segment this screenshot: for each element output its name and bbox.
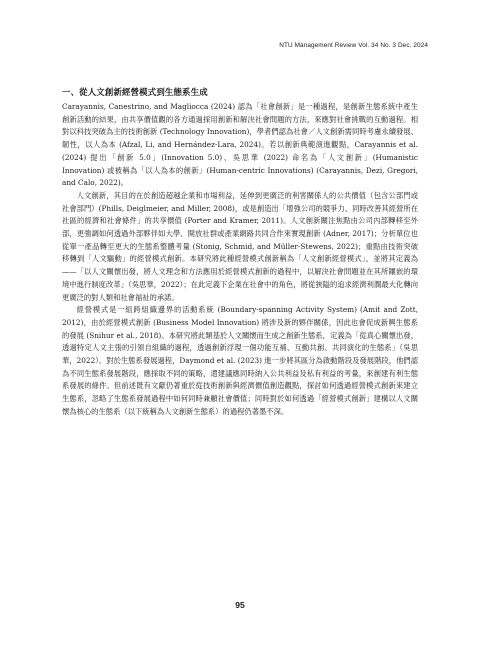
running-head: NTU Management Review Vol. 34 No. 3 Dec. 2024 (279, 42, 428, 49)
paragraph-3: 經營模式是一組跨組織邊界的活動系統 (Boundary-spanning Activity System) (Amit and Zott, 2012)，由於經營模式創新 (Business Model Innovation) 將涉及新的夥伴關係，因此也會促成新興生態系的發展 (Snihur et al., 2018)。本研究將此類基於人文關懷而生成之創新生態系，定義為「從真心關懷出發，透過特定人文主張的引領自組織的過程，透過創新浮現一個功能互補、互動共創、共同演化的生態系」（吳思華，2022）。對於生態系發展過程，Daymond et al. (2023) 進一步將其區分為啟動階段及發展階段，他們認為不同生態系發展階段，應採取不同的策略，還建議應同時納入公共利益及私有利益的考量，來創建有利生態系發展的條件。但前述既有文獻仍著重於從技術創新與經濟價值創造觀點，探討如何透過經營模式創新來建立生態系，忽略了生態系發展過程中如何同時兼顧社會價值；同時對於如何透過「經營模式創新」建構以人文關懷為核心的生態系（以下統稱為人文創新生態系）的過程仍著墨不深。 (62, 305, 418, 416)
section-heading: 一、從人文創新經營模式到生態系生成 (62, 87, 208, 97)
body-text (62, 101, 418, 419)
page-number: 95 (235, 600, 245, 610)
paragraph-2: 人文創新，其目的在於創造超越企業和市場利益，延伸到更廣泛的利害關係人的公共價值（包含公部門或社會部門）(Phills, Deiglmeier, and Miller, 2008)，或是創造出「增強公司的競爭力、同時改善其經營所在社區的經濟和社會條件」的共享價值 (Porter and Kramer, 2011)。人文創新關注焦點由公司內部轉移至外部，更強調如何透過外部夥伴如大學、開放社群或產業網路共同合作來實現創新 (Adner, 2017)；分析單位也從單一產品轉至更大的生態系整體考量 (Stonig, Schmid, and Müller-Stewens, 2022)；重點由技術突破移轉到「人文驅動」的經營模式創新。本研究將此種經營模式創新稱為「人文創新經營模式」，並將其定義為——「以人文關懷出發，將人文理念和方法應用於經營模式創新的過程中，以解決社會問題並在其所鑲嵌的環境中進行制度改革」（吳思華，2022）；在此定義下企業在社會中的角色，將從狹隘的追求經濟利潤最大化轉向更廣泛的對人類和社會福祉的承諾。 (62, 190, 418, 302)
paragraph-1: Carayannis, Canestrino, and Magliocca (2024) 認為「社會創新」是一種過程，是創新生態系統中產生創新活動的結果，由共享價值觀的各方通過採用創新和解決社會問題的方法，來應對社會挑戰的互動過程。相對以科技突破為主的技術創新 (Technology Innovation)，學者們認為社會／人文創新需同時考慮永續發展、韌性，以人為本 (Afzal, Li, and Hernández-Lara, 2024)。若以創新典範演進觀點，Carayannis et al. (2024) 提出「創新 5.0」(Innovation 5.0)、吳思華 (2022) 命名為「人文創新」(Humanistic Innovation) 或被稱為「以人為本的創新」(Human-centric Innovations) (Carayannis, Dezi, Gregori, and Calo, 2022)。 (62, 102, 418, 188)
